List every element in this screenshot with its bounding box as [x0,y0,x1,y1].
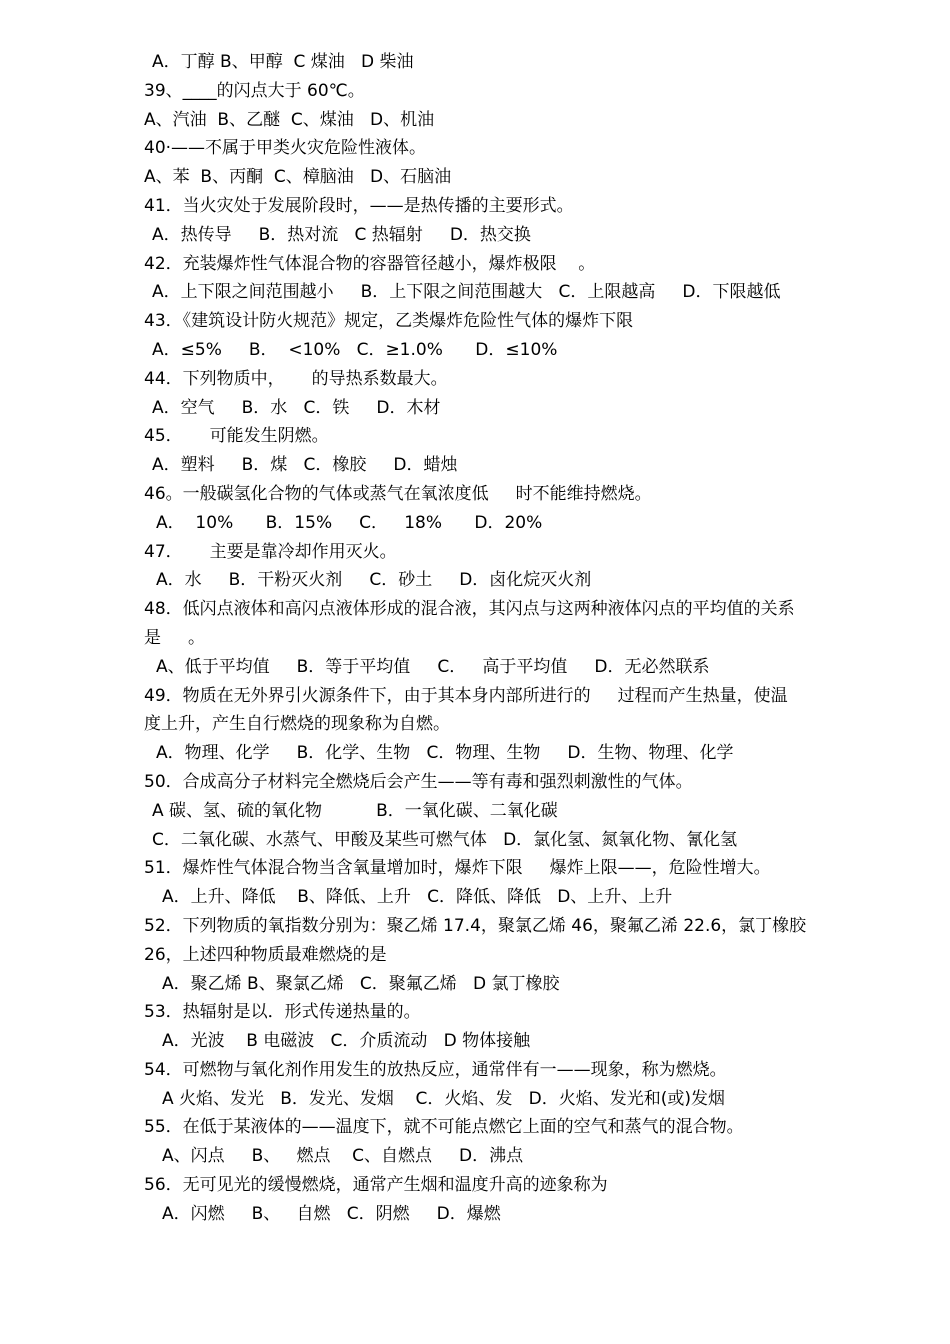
question-text-line: 45． 可能发生阴燃。 [144,426,329,447]
question-text-line: 26，上述四种物质最难燃烧的是 [144,944,387,965]
answer-options-line: A．聚乙烯 B、聚氯乙烯 C．聚氟乙烯 D 氯丁橡胶 [162,973,560,994]
answer-options-line: A．上升、降低 B、降低、上升 C．降低、降低 D、上升、上升 [162,887,673,908]
question-text-line: 44．下列物质中， 的导热系数最大。 [144,368,448,389]
answer-options-line: A、闪点 B、 燃点 C、自燃点 D．沸点 [162,1146,524,1167]
answer-options-line: A、低于平均值 B．等于平均值 C． 高于平均值 D．无必然联系 [156,656,710,677]
answer-options-line: C．二氧化碳、水蒸气、甲酸及某些可燃气体 D．氯化氢、氮氧化物、氰化氢 [152,829,738,850]
answer-options-line: A．塑料 B．煤 C．橡胶 D．蜡烛 [152,455,458,476]
question-text-line: 是 。 [144,627,206,648]
question-text-line: 48．低闪点液体和高闪点液体形成的混合液，其闪点与这两种液体闪点的平均值的关系 [144,599,795,620]
question-text-line: 53．热辐射是以．形式传递热量的。 [144,1002,421,1023]
answer-options-line: A．丁醇 B、甲醇 C 煤油 D 柴油 [152,52,414,72]
question-text-line: 47． 主要是靠冷却作用灭火。 [144,541,397,562]
question-text-line: 41．当火灾处于发展阶段时，——是热传播的主要形式。 [144,195,574,216]
question-text-line: A、汽油 B、乙醚 C、煤油 D、机油 [144,109,435,130]
question-text-line: 55．在低于某液体的——温度下，就不可能点燃它上面的空气和蒸气的混合物。 [144,1117,744,1138]
answer-options-line: A．水 B．干粉灭火剂 C．砂土 D．卤化烷灭火剂 [156,570,592,591]
question-text-line: A、苯 B、丙酮 C、樟脑油 D、石脑油 [144,167,452,188]
answer-options-line: A 火焰、发光 B．发光、发烟 C．火焰、发 D．火焰、发光和(或)发烟 [162,1088,725,1109]
answer-options-line: A．物理、化学 B．化学、生物 C．物理、生物 D．生物、物理、化学 [156,743,734,764]
answer-options-line: A．空气 B．水 C．铁 D．木材 [152,397,441,418]
question-text-line: 42．充装爆炸性气体混合物的容器管径越小，爆炸极限 。 [144,253,596,274]
answer-options-line: A．上下限之间范围越小 B．上下限之间范围越大 C．上限越高 D．下限越低 [152,282,781,303]
question-text-line: 度上升，产生自行燃烧的现象称为自燃。 [144,714,450,735]
answer-options-line: A．热传导 B．热对流 C 热辐射 D．热交换 [152,224,531,245]
question-text-line: 40·——不属于甲类火灾危险性液体。 [144,138,427,159]
question-text-line: 51．爆炸性气体混合物当含氧量增加时，爆炸下限 爆炸上限——，危险性增大。 [144,858,771,879]
question-text-line: 50．合成高分子材料完全燃烧后会产生——等有毒和强烈刺激性的气体。 [144,771,693,792]
question-text-line: 52．下列物质的氧指数分别为：聚乙烯 17.4，聚氯乙烯 46，聚氟乙浠 22.6，氯丁橡胶 [144,915,807,936]
answer-options-line: A．闪燃 B、 自燃 C．阴燃 D．爆燃 [162,1203,501,1224]
answer-options-line: A．≤5% B． <10% C．≥1.0% D．≤10% [152,339,558,360]
question-text-line: 39、____的闪点大于 60℃。 [144,80,365,101]
answer-options-line: A．光波 B 电磁波 C．介质流动 D 物体接触 [162,1031,531,1052]
question-list [144,48,880,1229]
question-text-line: 43．《建筑设计防火规范》规定，乙类爆炸危险性气体的爆炸下限 [144,311,634,332]
question-text-line: 56．无可见光的缓慢燃烧，通常产生烟和温度升高的迹象称为 [144,1175,608,1196]
answer-options-line: A 碳、氢、硫的氧化物 B．一氧化碳、二氧化碳 [152,800,558,821]
question-text-line: 54．可燃物与氧化剂作用发生的放热反应，通常伴有一——现象，称为燃烧。 [144,1059,727,1080]
answer-options-line: A． 10% B．15% C． 18% D．20% [156,512,543,533]
question-text-line: 46。一般碳氢化合物的气体或蒸气在氧浓度低 时不能维持燃烧。 [144,483,652,504]
question-text-line: 49．物质在无外界引火源条件下，由于其本身内部所进行的 过程而产生热量，使温 [144,685,788,706]
